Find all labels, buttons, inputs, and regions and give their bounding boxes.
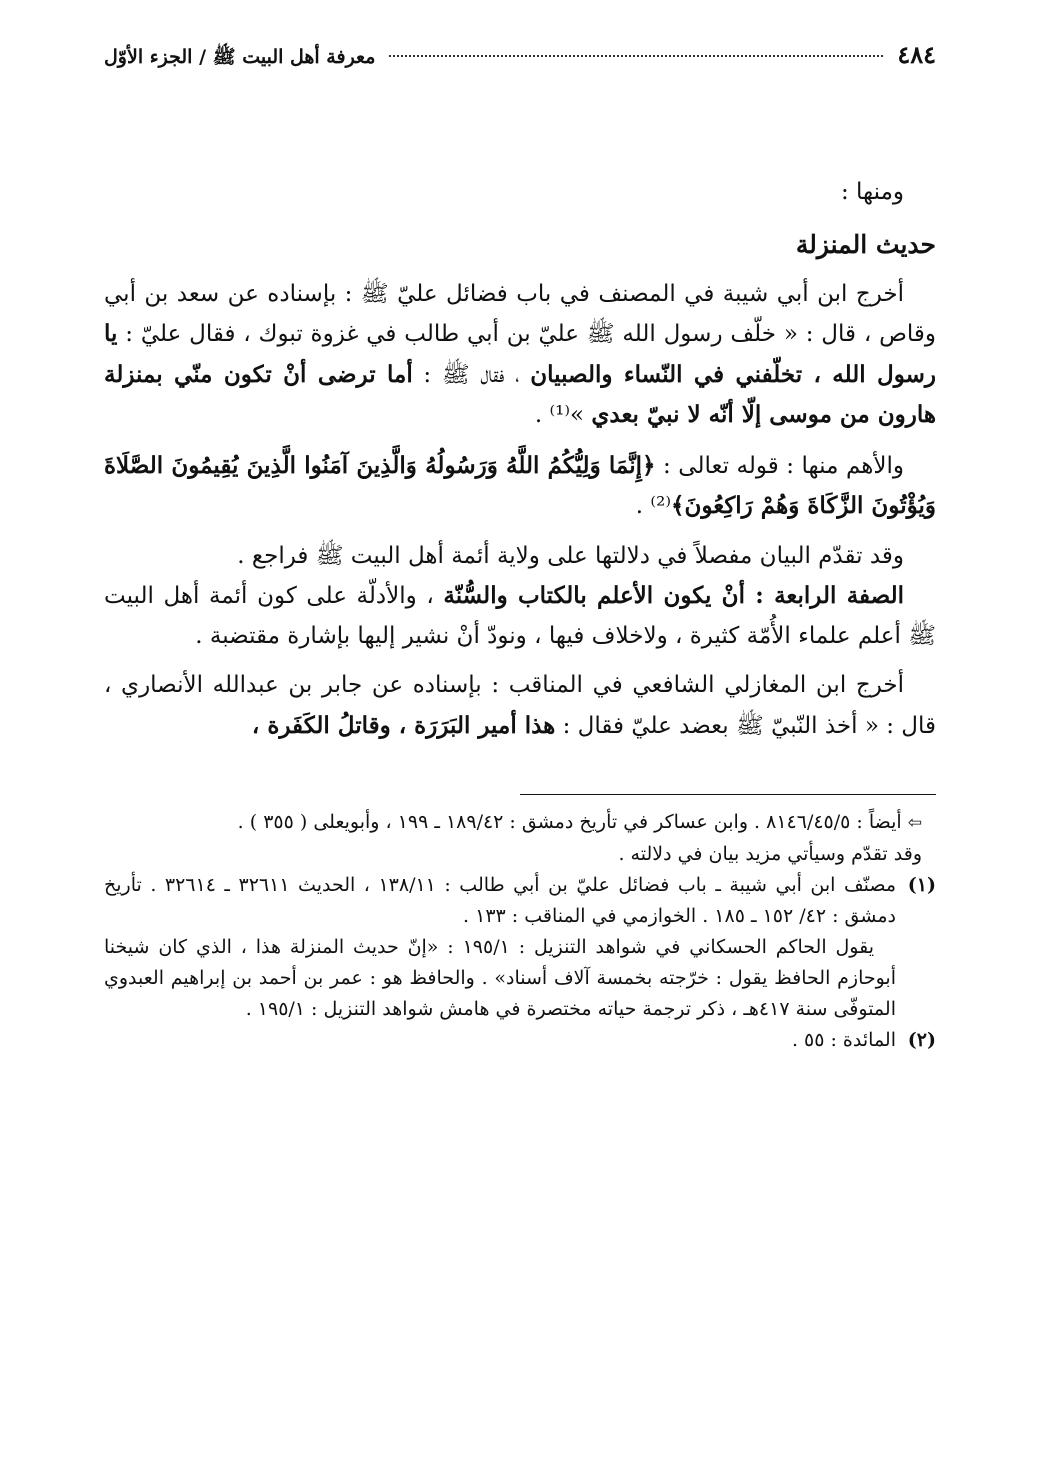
footnote-continuation xyxy=(104,807,936,839)
p1-bold-d: أما ترضى أنْ تكون منّي بمنزلة هارون من موسى إلّا أنّه لا نبيّ بعدي xyxy=(104,360,936,428)
p1-text-e: »⁽¹⁾ . xyxy=(534,402,592,428)
footnotes xyxy=(104,807,936,1056)
p1-bold-b: يا رسول الله ، تخلّفني في النّساء والصبيان xyxy=(104,320,937,388)
running-title: معرفة أهل البيت ﷺ / الجزء الأوّل xyxy=(104,46,376,68)
header-gap xyxy=(104,80,936,173)
paragraph-1 xyxy=(104,275,936,436)
continuation-line-2: وقد تقدّم وسيأتي مزيد بيان في دلالته . xyxy=(618,843,922,865)
footnote-1-subtext: يقول الحاكم الحسكاني في شواهد التنزيل : ١٩٥/١ : «إنّ حديث المنزلة هذا ، الذي كان شيخنا أبوحازم الحافظ يقول : خرّجته بخمسة آلاف أسناد» . والحافظ هو : عمر بن أحمد بن إبراهيم العبدوي المتوفّى سنة ٤١٧هـ ، ذكر ترجمة حياته مختصرة في هامش شواهد التنزيل : ١٩٥/١ . xyxy=(104,936,896,1020)
paragraph-4 xyxy=(104,576,936,656)
quran-verse: ﴿إِنَّمَا وَلِيُّكُمُ اللَّهُ وَرَسُولُهُ وَالَّذِينَ آمَنُوا الَّذِينَ يُقِيمُونَ الصَّلَاةَ وَيُؤْتُونَ الزَّكَاةَ وَهُمْ رَاكِعُونَ﴾ xyxy=(104,451,936,519)
p4-text-b: ، والأدلّة على كون أئمة أهل البيت ﷺ أعلم علماء الأُمّة كثيرة ، ولاخلاف فيها ، ونودّ أنْ نشير إليها بإشارة مقتضبة . xyxy=(104,583,936,649)
page-number: ٤٨٤ xyxy=(897,40,936,69)
intro-line: ومنها : xyxy=(840,179,904,205)
p4-bold-a: الصفة الرابعة : أنْ يكون الأعلم بالكتاب والسُّنّة xyxy=(443,582,905,609)
p2-text-a: والأهم منها : قوله تعالى : xyxy=(655,452,904,479)
footnote-separator xyxy=(520,794,936,795)
section-heading: حديث المنزلة xyxy=(795,229,936,259)
dot-leader xyxy=(389,55,883,57)
continuation-line-1: أيضاً : ٨١٤٦/٤٥/٥ . وابن عساكر في تأريخ دمشق : ١٨٩/٤٢ ـ ١٩٩ ، وأبويعلى ( ٣٥٥ ) . xyxy=(237,811,902,833)
p5-text-a: أخرج ابن المغازلي الشافعي في المناقب : بإسناده عن جابر بن عبدالله الأنصاري ، قال : « أخذ النّبيّ ﷺ بعضد عليّ فقال : xyxy=(104,672,936,739)
running-header xyxy=(104,40,936,80)
footnote-2 xyxy=(104,1025,936,1056)
continuation-arrow-icon: ⇦ xyxy=(907,813,922,833)
paragraph-5 xyxy=(104,666,936,746)
paragraph-2 xyxy=(104,446,936,527)
footnote-2-number: (٢) xyxy=(907,1029,936,1051)
page xyxy=(104,40,936,1056)
paragraph-3: وقد تقدّم البيان مفصلاً في دلالتها على ولاية أئمة أهل البيت ﷺ فراجع . xyxy=(237,542,904,569)
footnote-1 xyxy=(104,870,936,1025)
p5-bold-b: هذا أمير البَرَرَة ، وقاتلُ الكَفَرة ، xyxy=(251,711,556,739)
p1-text-a: أخرج ابن أبي شيبة في المصنف في باب فضائل عليّ ﷺ : بإسناده عن سعد بن أبي وقاص ، قال : « خلّف رسول الله ﷺ عليّ بن أبي طالب في غزوة تبوك ، فقال عليّ : xyxy=(104,280,936,347)
footnote-1-text: مصنّف ابن أبي شيبة ـ باب فضائل عليّ بن أبي طالب : ١٣٨/١١ ، الحديث ٣٢٦١١ ـ ٣٢٦١٤ . تأريخ دمشق : ٤٢/ ١٥٢ ـ ١٨٥ . الخوازمي في المناقب : ١٣٣ . xyxy=(104,874,896,927)
footnote-2-text: المائدة : ٥٥ . xyxy=(791,1029,896,1051)
footnote-1-number: (١) xyxy=(907,874,936,896)
p2-text-c: ⁽²⁾ . xyxy=(635,493,671,519)
p1-text-c: ، فقال ﷺ : xyxy=(412,361,531,388)
